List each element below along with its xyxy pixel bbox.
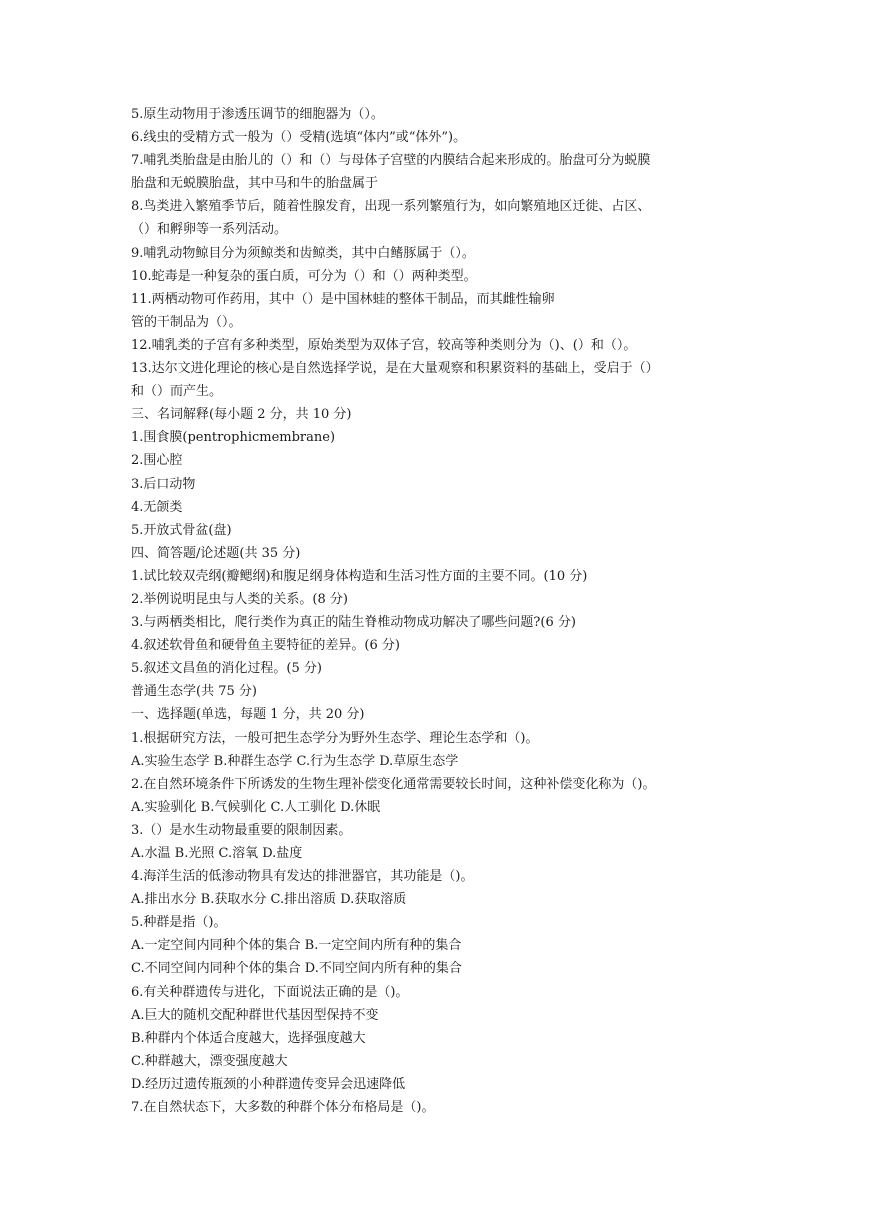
text-line: 2.举例说明昆虫与人类的关系。(8 分) [131,591,348,607]
text-line: 3.（）是水生动物最重要的限制因素。 [131,822,352,838]
text-line: 和（）而产生。 [131,384,223,400]
text-line: 6.有关种群遗传与进化，下面说法正确的是（)。 [131,984,409,1000]
text-line: 5.开放式骨盆(盘) [131,522,232,538]
text-line: 6.线虫的受精方式一般为（）受精(选填“体内”或“体外”)。 [131,130,467,146]
text-line: 8.鸟类进入繁殖季节后，随着性腺发育，出现一系列繁殖行为，如向繁殖地区迁徙、占区、 [131,199,651,215]
text-line: 管的干制品为（）。 [131,314,242,330]
text-line: A.实验生态学 B.种群生态学 C.行为生态学 D.草原生态学 [131,753,459,769]
text-line: 9.哺乳动物鲸目分为须鲸类和齿鲸类，其中白鳍豚属于（）。 [131,245,475,261]
text-line: 3.后口动物 [131,476,196,492]
text-line: 5.种群是指（)。 [131,915,227,931]
section-heading: 三、名词解释(每小题 2 分，共 10 分) [131,407,352,423]
text-line: 2.围心腔 [131,453,183,469]
text-line: 12.哺乳类的子宫有多种类型，原始类型为双体子宫，较高等种类则分为（)、(）和（）。 [131,337,637,353]
text-line: 11.两栖动物可作药用，其中（）是中国林蛙的整体干制品，而其雌性输卵 [131,291,555,307]
text-line: 4.无颌类 [131,499,183,515]
text-line: 4.海洋生活的低渗动物具有发达的排泄器官，其功能是（)。 [131,869,474,885]
section-heading: 一、选择题(单选，每题 1 分，共 20 分) [131,707,365,723]
text-line: A.排出水分 B.获取水分 C.排出溶质 D.获取溶质 [131,892,407,908]
text-line: 7.哺乳类胎盘是由胎儿的（）和（）与母体子宫壁的内膜结合起来形成的。胎盘可分为蜕膜 [131,153,651,169]
exam-text-body [131,103,743,1119]
text-line: 5.原生动物用于渗透压调节的细胞器为（）。 [131,107,384,122]
text-line: 胎盘和无蜕膜胎盘，其中马和牛的胎盘属于 [131,176,379,192]
text-line: 10.蛇毒是一种复杂的蛋白质，可分为（）和（）两种类型。 [131,268,477,284]
text-line: D.经历过遗传瓶颈的小种群遗传变异会迅速降低 [131,1076,406,1092]
text-line: 3.与两栖类相比，爬行类作为真正的陆生脊椎动物成功解决了哪些问题?(6 分) [131,615,576,631]
text-line: （）和孵卵等一系列活动。 [131,222,288,238]
text-line: C.种群越大，漂变强度越大 [131,1053,288,1069]
text-line: 1.围食膜(pentrophicmembrane) [131,430,336,446]
text-line: 4.叙述软骨鱼和硬骨鱼主要特征的差异。(6 分) [131,638,400,654]
text-line: 1.根据研究方法，一般可把生态学分为野外生态学、理论生态学和（)。 [131,730,539,746]
text-line: A.巨大的随机交配种群世代基因型保持不变 [131,1007,379,1023]
text-line: C.不同空间内同种个体的集合 D.不同空间内所有种的集合 [131,961,462,977]
text-line: B.种群内个体适合度越大，选择强度越大 [131,1030,366,1046]
text-line: A.水温 B.光照 C.溶氧 D.盐度 [131,846,303,861]
text-line: 2.在自然环境条件下所诱发的生物生理补偿变化通常需要较长时间，这种补偿变化称为（)。 [131,776,656,792]
section-heading: 四、简答题/论述题(共 35 分) [131,545,301,561]
text-line: 5.叙述文昌鱼的消化过程。(5 分) [131,661,322,677]
text-line: A.一定空间内同种个体的集合 B.一定空间内所有种的集合 [131,938,462,954]
text-line: A.实验驯化 B.气候驯化 C.人工驯化 D.休眠 [131,799,381,815]
text-line: 1.试比较双壳纲(瓣鳃纲)和腹足纲身体构造和生活习性方面的主要不同。(10 分) [131,568,588,584]
part-heading: 普通生态学(共 75 分) [131,684,257,700]
text-line: 7.在自然状态下，大多数的种群个体分布格局是（)。 [131,1100,435,1116]
text-line: 13.达尔文进化理论的核心是自然选择学说，是在大量观察和积累资料的基础上，受启于（） [131,361,659,377]
